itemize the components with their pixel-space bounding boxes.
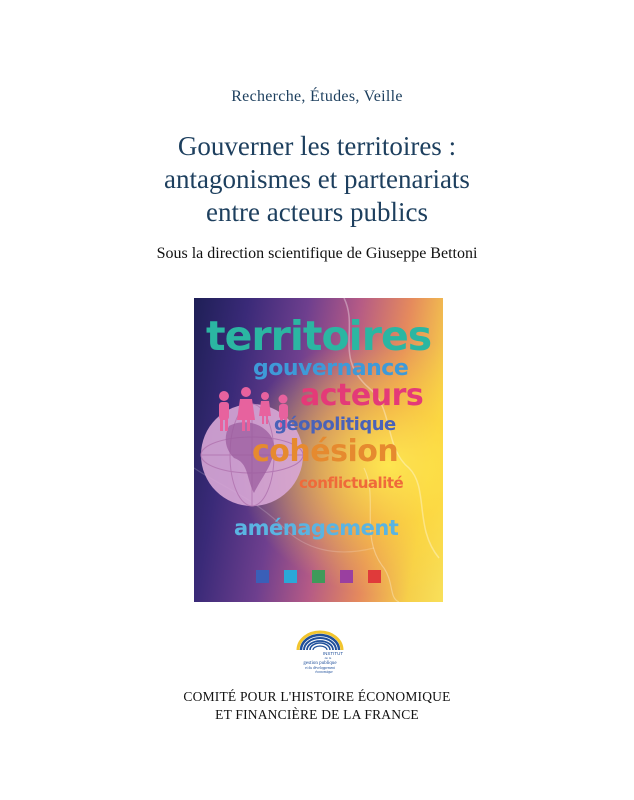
book-title [0,130,634,229]
cover-illustration [194,298,443,602]
editor-line: Sous la direction scientifique de Giuseppe Bettoni [156,245,478,262]
logo-arc-icon [298,632,342,650]
logo-text: de la [324,656,332,660]
title-line: antagonismes et partenariats [164,164,470,194]
color-swatch [368,570,381,583]
cover-word: géopolitique [274,414,396,435]
publisher-line: COMITÉ POUR L'HISTOIRE ÉCONOMIQUE [183,689,451,704]
color-swatch [284,570,297,583]
title-line: entre acteurs publics [206,197,428,227]
cover-word: conflictualité [299,474,404,492]
color-swatch [256,570,269,583]
logo-text: gestion publique [303,661,337,666]
publisher-line: ET FINANCIÈRE DE LA FRANCE [215,707,419,722]
logo-text: économique [315,670,333,674]
color-swatch [340,570,353,583]
logo-text: et du développement [305,666,335,670]
color-swatches [256,570,381,583]
title-line: Gouverner les territoires : [177,131,457,161]
cover-word: acteurs [300,378,424,413]
institut-logo [290,628,350,678]
color-swatch [312,570,325,583]
series-label: Recherche, Études, Veille [231,88,403,105]
cover-word: gouvernance [253,356,409,381]
cover-word: cohésion [252,434,399,469]
cover-word: aménagement [234,516,399,540]
publisher-name [0,688,634,724]
cover-word: territoires [206,312,432,360]
logo-text: INSTITUT [322,651,344,656]
